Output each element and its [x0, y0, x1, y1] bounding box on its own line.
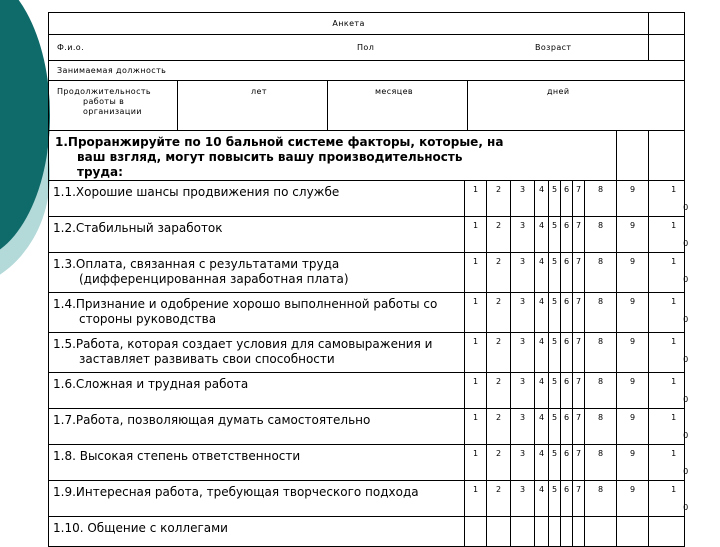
- rating-cell-1[interactable]: 1: [465, 373, 487, 409]
- rating-cell-6[interactable]: 6: [561, 293, 573, 333]
- gender-label: Пол: [357, 43, 375, 52]
- rating-cell-2[interactable]: 2: [487, 217, 511, 253]
- rating-cell-4[interactable]: 4: [535, 445, 549, 481]
- rating-cell-8[interactable]: 8: [585, 181, 617, 217]
- rating-cell-4[interactable]: 4: [535, 217, 549, 253]
- rating-cell-10[interactable]: [649, 293, 689, 333]
- section-heading-line3: труда:: [77, 165, 123, 179]
- age-label: Возраст: [535, 43, 572, 52]
- question-line1: 1.10. Общение с коллегами: [53, 521, 228, 535]
- rating-cell-2[interactable]: 2: [487, 409, 511, 445]
- rating-cell-10[interactable]: [649, 217, 689, 253]
- header-row-fio: [49, 35, 649, 61]
- rating-cell-5[interactable]: 5: [549, 181, 561, 217]
- rating-cell-3[interactable]: 3: [511, 333, 535, 373]
- rating-10-digit-1: 1: [671, 337, 677, 346]
- rating-cell-4[interactable]: 4: [535, 293, 549, 333]
- question-text: [49, 181, 465, 217]
- question-text: [49, 333, 465, 373]
- rating-cell-9[interactable]: 9: [617, 181, 649, 217]
- question-line1: 1.3.Оплата, связанная с результатами труда: [53, 257, 340, 271]
- table-row: [49, 517, 685, 547]
- table-row: [49, 293, 685, 333]
- rating-10-digit-0: 0: [683, 239, 689, 248]
- rating-cell-7[interactable]: 7: [573, 409, 585, 445]
- rating-10-digit-1: 1: [671, 377, 677, 386]
- question-line1: 1.4.Признание и одобрение хорошо выполненной работы со: [53, 297, 438, 311]
- rating-cell-8[interactable]: 8: [585, 293, 617, 333]
- divider: [177, 81, 178, 131]
- rating-cell-1[interactable]: 1: [465, 409, 487, 445]
- divider: [327, 81, 328, 131]
- rating-cell-2[interactable]: 2: [487, 373, 511, 409]
- section-heading-line1: 1.Проранжируйте по 10 бальной системе факторы, которые, на: [55, 135, 504, 149]
- rating-cell-3[interactable]: 3: [511, 253, 535, 293]
- rating-cell-5[interactable]: 5: [549, 253, 561, 293]
- rating-cell-2[interactable]: 2: [487, 445, 511, 481]
- rating-cell-8[interactable]: 8: [585, 217, 617, 253]
- rating-cell-9[interactable]: 9: [617, 217, 649, 253]
- rating-cell-7[interactable]: [573, 517, 585, 547]
- empty-cell: [649, 131, 685, 181]
- rating-cell-8[interactable]: 8: [585, 481, 617, 517]
- rating-cell-7[interactable]: 7: [573, 293, 585, 333]
- rating-cell-7[interactable]: 7: [573, 333, 585, 373]
- rating-cell-9[interactable]: [617, 517, 649, 547]
- rating-cell-8[interactable]: 8: [585, 409, 617, 445]
- rating-cell-1[interactable]: 1: [465, 253, 487, 293]
- question-text: [49, 445, 465, 481]
- question-line2: (дифференцированная заработная плата): [79, 272, 349, 286]
- rating-cell-8[interactable]: [585, 517, 617, 547]
- rating-10-digit-1: 1: [671, 449, 677, 458]
- question-text: [49, 481, 465, 517]
- rating-cell-6[interactable]: 6: [561, 409, 573, 445]
- rating-cell-5[interactable]: 5: [549, 373, 561, 409]
- rating-cell-5[interactable]: 5: [549, 217, 561, 253]
- rating-cell-6[interactable]: 6: [561, 333, 573, 373]
- rating-cell-3[interactable]: 3: [511, 445, 535, 481]
- rating-10-digit-0: 0: [683, 355, 689, 364]
- section-heading: [49, 131, 617, 181]
- rating-cell-5[interactable]: 5: [549, 333, 561, 373]
- rating-cell-3[interactable]: 3: [511, 373, 535, 409]
- rating-cell-1[interactable]: 1: [465, 481, 487, 517]
- rating-cell-2[interactable]: 2: [487, 481, 511, 517]
- empty-cell: [649, 13, 685, 35]
- rating-cell-5[interactable]: 5: [549, 409, 561, 445]
- table-row: [49, 217, 685, 253]
- rating-cell-9[interactable]: 9: [617, 409, 649, 445]
- tenure-label-line1: Продолжительность: [57, 87, 152, 96]
- rating-10-digit-1: 1: [671, 221, 677, 230]
- question-text: [49, 409, 465, 445]
- tenure-label-line3: организации: [83, 107, 142, 116]
- rating-10-digit-0: 0: [683, 203, 689, 212]
- rating-cell-4[interactable]: 4: [535, 409, 549, 445]
- question-line1: 1.6.Сложная и трудная работа: [53, 377, 249, 391]
- table-row: [49, 181, 685, 217]
- rating-cell-5[interactable]: 5: [549, 445, 561, 481]
- question-line1: 1.2.Стабильный заработок: [53, 221, 223, 235]
- table-row: [49, 445, 685, 481]
- fio-label: Ф.и.о.: [57, 43, 85, 52]
- rating-cell-10[interactable]: [649, 373, 689, 409]
- rating-cell-9[interactable]: 9: [617, 373, 649, 409]
- tenure-row: [49, 81, 685, 131]
- question-line1: 1.9.Интересная работа, требующая творческого подхода: [53, 485, 419, 499]
- position-label: Занимаемая должность: [49, 61, 685, 81]
- question-text: [49, 293, 465, 333]
- rating-cell-9[interactable]: 9: [617, 293, 649, 333]
- rating-cell-6[interactable]: 6: [561, 373, 573, 409]
- rating-10-digit-1: 1: [671, 413, 677, 422]
- rating-cell-8[interactable]: 8: [585, 445, 617, 481]
- rating-cell-9[interactable]: 9: [617, 253, 649, 293]
- rating-cell-4[interactable]: 4: [535, 373, 549, 409]
- rating-10-digit-1: 1: [671, 185, 677, 194]
- rating-cell-6[interactable]: 6: [561, 253, 573, 293]
- rating-cell-2[interactable]: 2: [487, 253, 511, 293]
- question-text: [49, 217, 465, 253]
- rating-cell-6[interactable]: 6: [561, 181, 573, 217]
- rating-cell-10[interactable]: [649, 333, 689, 373]
- table-row: [49, 373, 685, 409]
- rating-10-digit-1: 1: [671, 257, 677, 266]
- question-line1: 1.5.Работа, которая создает условия для самовыражения и: [53, 337, 433, 351]
- rating-10-digit-0: 0: [683, 275, 689, 284]
- rating-cell-3[interactable]: 3: [511, 293, 535, 333]
- tenure-label-line2: работы в: [83, 97, 125, 106]
- rating-cell-2[interactable]: [487, 517, 511, 547]
- rating-10-digit-0: 0: [683, 503, 689, 512]
- rating-cell-1[interactable]: 1: [465, 333, 487, 373]
- rating-cell-6[interactable]: [561, 517, 573, 547]
- form-title: Анкета: [49, 13, 649, 35]
- rating-cell-4[interactable]: 4: [535, 253, 549, 293]
- rating-cell-1[interactable]: 1: [465, 181, 487, 217]
- rating-cell-7[interactable]: 7: [573, 373, 585, 409]
- rating-10-digit-1: 1: [671, 297, 677, 306]
- tenure-label: [57, 87, 151, 117]
- rating-10-digit-0: 0: [683, 431, 689, 440]
- rating-cell-4[interactable]: 4: [535, 481, 549, 517]
- section-heading-line2: ваш взгляд, могут повысить вашу производительность: [77, 150, 463, 164]
- rating-cell-2[interactable]: 2: [487, 181, 511, 217]
- rating-cell-10[interactable]: [649, 181, 689, 217]
- question-line2: заставляет развивать свои способности: [79, 352, 335, 366]
- rating-cell-1[interactable]: 1: [465, 217, 487, 253]
- rating-cell-10[interactable]: [649, 409, 689, 445]
- rating-cell-1[interactable]: 1: [465, 445, 487, 481]
- rating-cell-3[interactable]: 3: [511, 217, 535, 253]
- rating-cell-5[interactable]: 5: [549, 293, 561, 333]
- rating-cell-8[interactable]: 8: [585, 373, 617, 409]
- rating-cell-3[interactable]: 3: [511, 409, 535, 445]
- empty-cell: [617, 131, 649, 181]
- question-line1: 1.1.Хорошие шансы продвижения по службе: [53, 185, 340, 199]
- table-row: [49, 253, 685, 293]
- rating-cell-4[interactable]: 4: [535, 333, 549, 373]
- rating-cell-6[interactable]: 6: [561, 481, 573, 517]
- rating-cell-3[interactable]: 3: [511, 181, 535, 217]
- question-text: [49, 517, 465, 547]
- rating-cell-2[interactable]: 2: [487, 293, 511, 333]
- rating-cell-7[interactable]: 7: [573, 181, 585, 217]
- question-line2: стороны руководства: [79, 312, 217, 326]
- rating-cell-7[interactable]: 7: [573, 253, 585, 293]
- rating-cell-1[interactable]: [465, 517, 487, 547]
- rating-cell-1[interactable]: 1: [465, 293, 487, 333]
- divider: [467, 81, 468, 131]
- rating-cell-5[interactable]: [549, 517, 561, 547]
- rating-cell-9[interactable]: 9: [617, 481, 649, 517]
- rating-cell-7[interactable]: 7: [573, 217, 585, 253]
- rating-cell-10[interactable]: [649, 253, 689, 293]
- rating-cell-4[interactable]: [535, 517, 549, 547]
- question-line1: 1.8. Высокая степень ответственности: [53, 449, 301, 463]
- rating-cell-7[interactable]: 7: [573, 481, 585, 517]
- rating-cell-10[interactable]: [649, 517, 685, 547]
- years-label: лет: [251, 87, 267, 96]
- rating-cell-4[interactable]: 4: [535, 181, 549, 217]
- question-text: [49, 373, 465, 409]
- table-row: [49, 409, 685, 445]
- rating-cell-10[interactable]: [649, 445, 689, 481]
- table-row: [49, 333, 685, 373]
- questionnaire-table: [48, 12, 689, 547]
- months-label: месяцев: [375, 87, 414, 96]
- rating-10-digit-0: 0: [683, 467, 689, 476]
- question-text: [49, 253, 465, 293]
- days-label: дней: [547, 87, 570, 96]
- rating-cell-2[interactable]: 2: [487, 333, 511, 373]
- rating-cell-9[interactable]: 9: [617, 445, 649, 481]
- rating-cell-8[interactable]: 8: [585, 253, 617, 293]
- rating-cell-10[interactable]: [649, 481, 689, 517]
- rating-cell-6[interactable]: 6: [561, 445, 573, 481]
- rating-10-digit-0: 0: [683, 395, 689, 404]
- rating-cell-7[interactable]: 7: [573, 445, 585, 481]
- rating-10-digit-1: 1: [671, 485, 677, 494]
- rating-cell-6[interactable]: 6: [561, 217, 573, 253]
- rating-cell-8[interactable]: 8: [585, 333, 617, 373]
- rating-10-digit-0: 0: [683, 315, 689, 324]
- rating-cell-9[interactable]: 9: [617, 333, 649, 373]
- rating-cell-3[interactable]: [511, 517, 535, 547]
- question-line1: 1.7.Работа, позволяющая думать самостоятельно: [53, 413, 371, 427]
- empty-cell: [649, 35, 685, 61]
- rating-cell-3[interactable]: 3: [511, 481, 535, 517]
- table-row: [49, 481, 685, 517]
- rating-cell-5[interactable]: 5: [549, 481, 561, 517]
